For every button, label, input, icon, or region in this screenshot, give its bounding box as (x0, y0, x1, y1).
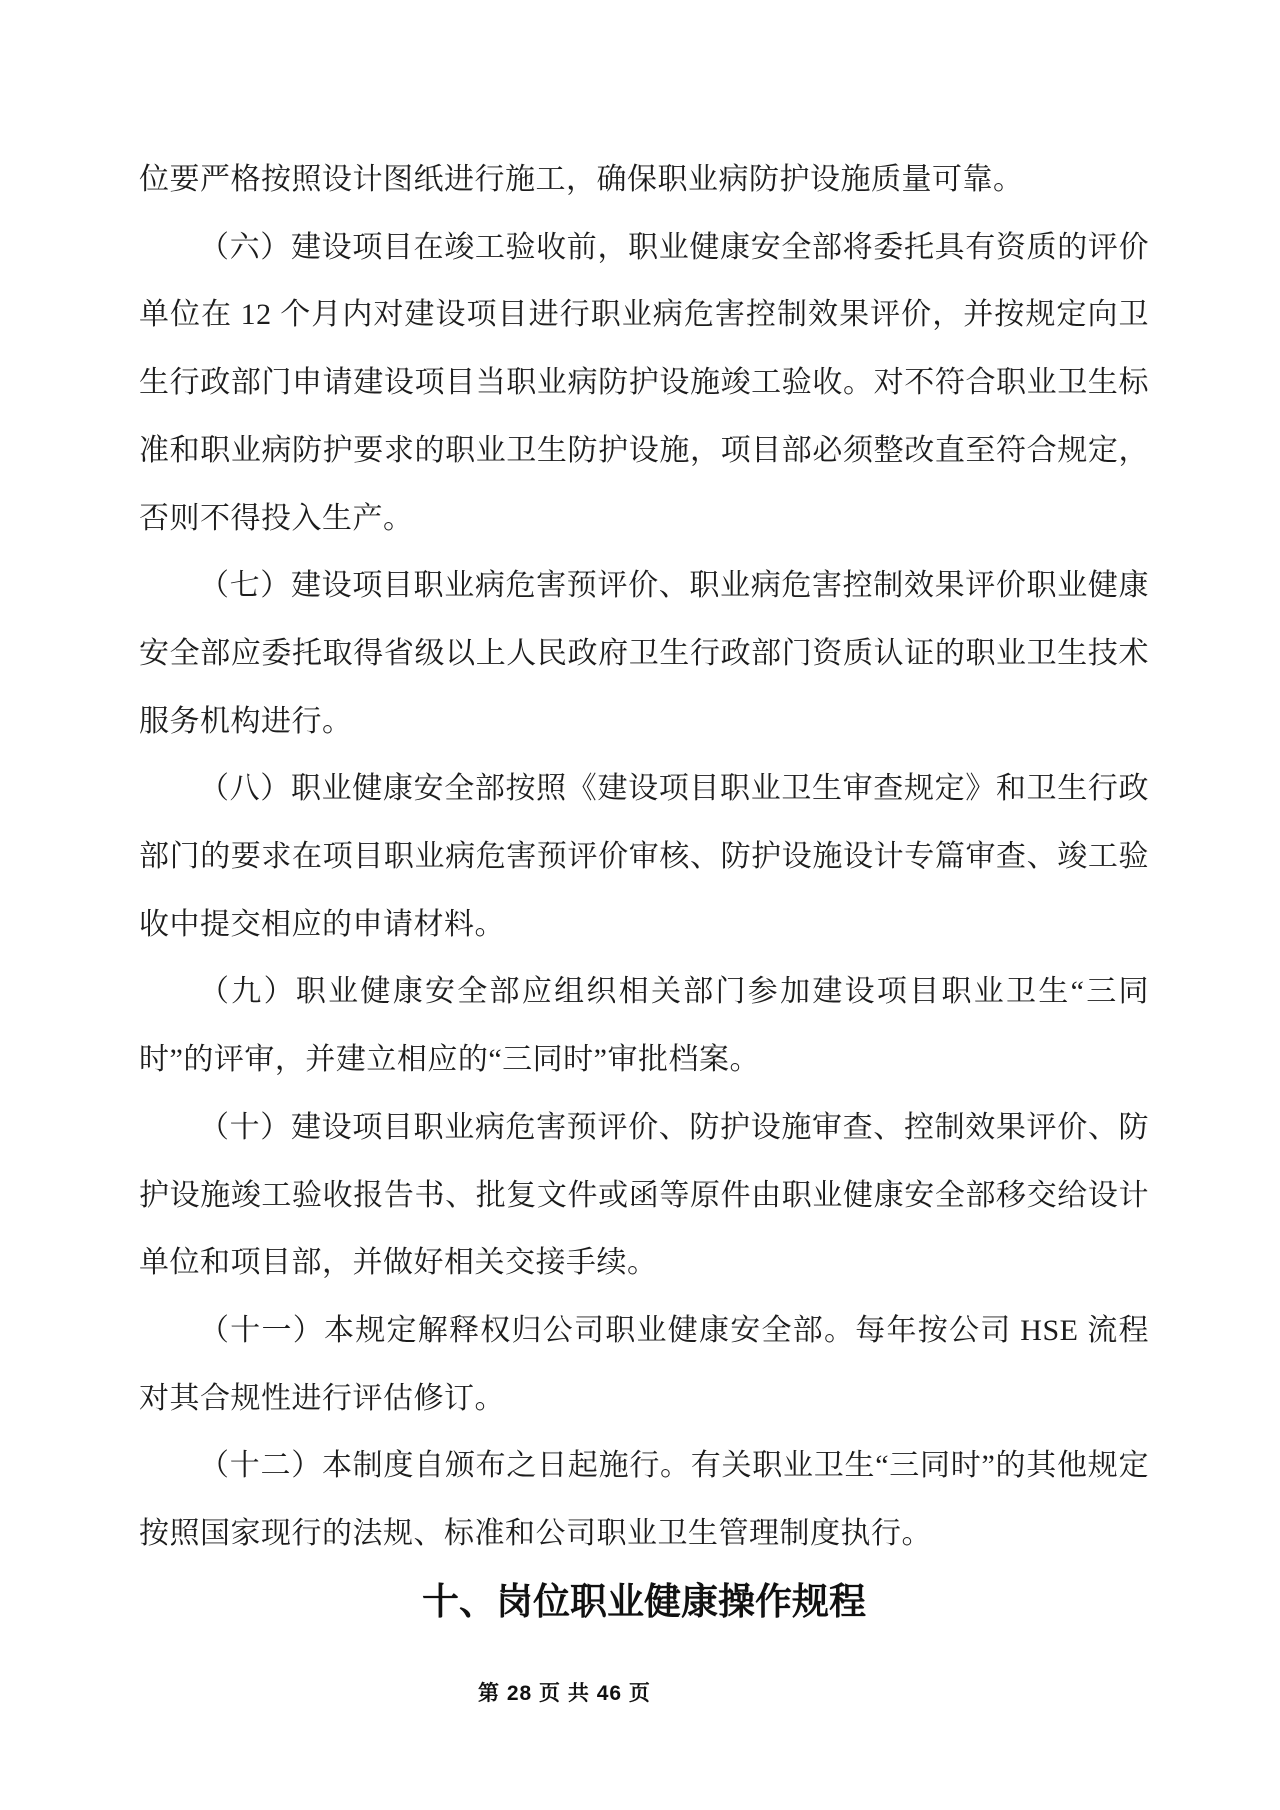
paragraph-continuation: 位要严格按照设计图纸进行施工，确保职业病防护设施质量可靠。 (139, 163, 1024, 196)
paragraph-item-9: （九）职业健康安全部应组织相关部门参加建设项目职业卫生“三同时”的评审，并建立相应的“三同时”审批档案。 (139, 975, 1149, 1077)
page-number-footer: 第 28 页 共 46 页 (478, 1682, 651, 1705)
page-body (139, 146, 1149, 1635)
section-heading: 十、岗位职业健康操作规程 (422, 1580, 866, 1622)
paragraph-item-7: （七）建设项目职业病危害预评价、职业病危害控制效果评价职业健康安全部应委托取得省级以上人民政府卫生行政部门资质认证的职业卫生技术服务机构进行。 (139, 569, 1149, 738)
paragraph-item-10: （十）建设项目职业病危害预评价、防护设施审查、控制效果评价、防护设施竣工验收报告书、批复文件或函等原件由职业健康安全部移交给设计单位和项目部，并做好相关交接手续。 (139, 1110, 1149, 1280)
paragraph-item-12: （十二）本制度自颁布之日起施行。有关职业卫生“三同时”的其他规定按照国家现行的法规、标准和公司职业卫生管理制度执行。 (139, 1449, 1149, 1551)
paragraph-item-11: （十一）本规定解释权归公司职业健康安全部。每年按公司 HSE 流程对其合规性进行评估修订。 (139, 1313, 1149, 1415)
paragraph-item-6: （六）建设项目在竣工验收前，职业健康安全部将委托具有资质的评价单位在 12 个月内对建设项目进行职业病危害控制效果评价，并按规定向卫生行政部门申请建设项目当职业病防护设施竣工验收。对不符合职业卫生标准和职业病防护要求的职业卫生防护设施，项目部必须整改直至符合规定，否则不得投入生产。 (139, 230, 1149, 535)
paragraph-item-8: （八）职业健康安全部按照《建设项目职业卫生审查规定》和卫生行政部门的要求在项目职业病危害预评价审核、防护设施设计专篇审查、竣工验收中提交相应的申请材料。 (139, 772, 1149, 941)
